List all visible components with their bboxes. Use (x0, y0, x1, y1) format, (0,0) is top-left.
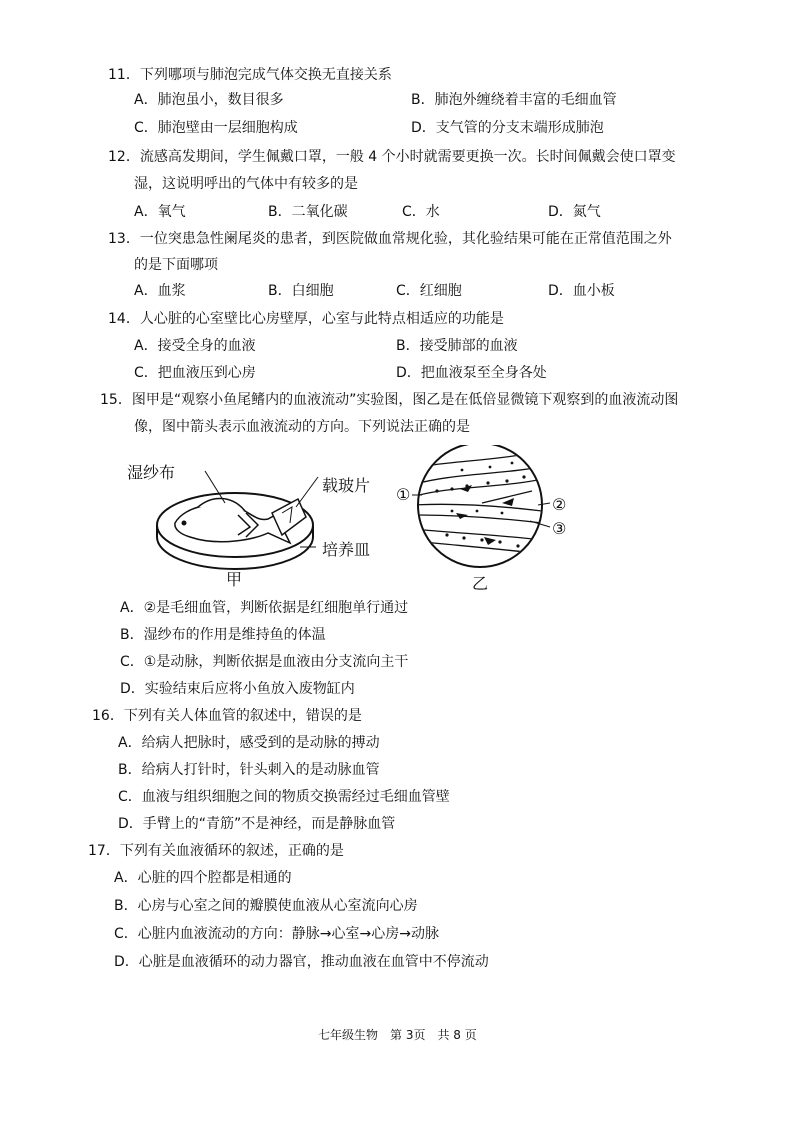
q12-option-a: A．氧气 (134, 204, 186, 220)
q13-stem-line1: 13．一位突患急性阑尾炎的患者，到医院做血常规化验，其化验结果可能在正常值范围之外 (108, 231, 672, 247)
caption-yi: 乙 (472, 574, 489, 593)
q15-option-c: C．①是动脉，判断依据是血液由分支流向主干 (120, 654, 409, 670)
q12-stem-line1: 12．流感高发期间，学生佩戴口罩，一般 4 个小时就需要更换一次。长时间佩戴会使口罩变 (108, 149, 676, 165)
q16-option-b: B．给病人打针时，针头刺入的是动脉血管 (118, 762, 380, 778)
q17-option-c: C．心脏内血液流动的方向：静脉→心室→心房→动脉 (114, 926, 439, 942)
q16-option-c: C．血液与组织细胞之间的物质交换需经过毛细血管壁 (118, 789, 450, 805)
q11-option-a: A．肺泡虽小，数目很多 (134, 92, 284, 108)
q13-option-b: B．白细胞 (268, 283, 334, 299)
q17-option-d: D．心脏是血液循环的动力器官，推动血液在血管中不停流动 (114, 954, 489, 970)
q11-option-b: B．肺泡外缠绕着丰富的毛细血管 (411, 92, 617, 108)
label-gauze: 湿纱布 (127, 463, 176, 482)
q14-stem: 14．人心脏的心室壁比心房壁厚，心室与此特点相适应的功能是 (108, 311, 504, 327)
q13-stem-line2: 的是下面哪项 (134, 257, 218, 273)
q12-option-b: B．二氧化碳 (268, 204, 348, 220)
q12-option-d: D．氮气 (548, 204, 601, 220)
q16-stem: 16．下列有关人体血管的叙述中，错误的是 (92, 708, 362, 724)
label-mark-1: ① (396, 485, 411, 504)
fish-dish-illustration (150, 455, 350, 595)
q16-option-a: A．给病人把脉时，感受到的是动脉的搏动 (118, 735, 380, 751)
q14-option-d: D．把血液泵至全身各处 (396, 365, 547, 381)
q15-option-b: B．湿纱布的作用是维持鱼的体温 (120, 627, 326, 643)
q13-option-a: A．血浆 (134, 283, 186, 299)
figure-jia (127, 455, 371, 595)
q17-option-b: B．心房与心室之间的瓣膜使血液从心室流向心房 (114, 898, 418, 914)
q16-option-d: D．手臂上的“青筋”不是神经，而是静脉血管 (118, 816, 396, 832)
q11-option-c: C．肺泡壁由一层细胞构成 (134, 120, 298, 136)
q17-stem: 17．下列有关血液循环的叙述，正确的是 (88, 843, 344, 859)
label-mark-3: ③ (552, 519, 567, 538)
caption-jia: 甲 (226, 570, 243, 589)
label-mark-2: ② (552, 495, 567, 514)
q14-option-a: A．接受全身的血液 (134, 338, 256, 354)
label-dish: 培养皿 (322, 540, 371, 559)
q15-stem-line1: 15．图甲是“观察小鱼尾鳍内的血液流动”实验图，图乙是在低倍显微镜下观察到的血液流动图 (100, 392, 679, 408)
page-footer: 七年级生物 第 3页 共 8 页 (318, 1028, 477, 1042)
q17-option-a: A．心脏的四个腔都是相通的 (114, 870, 292, 886)
q13-option-d: D．血小板 (548, 283, 615, 299)
q13-option-c: C．红细胞 (396, 283, 462, 299)
q14-option-b: B．接受肺部的血液 (396, 338, 518, 354)
q15-stem-line2: 像，图中箭头表示血液流动的方向。下列说法正确的是 (134, 419, 470, 435)
q15-option-d: D．实验结束后应将小鱼放入废物缸内 (120, 681, 355, 697)
figure-yi (392, 445, 592, 595)
q11-option-d: D．支气管的分支末端形成肺泡 (411, 120, 604, 136)
q12-option-c: C．水 (402, 204, 440, 220)
label-slide: 载玻片 (322, 476, 371, 495)
q11-stem: 11．下列哪项与肺泡完成气体交换无直接关系 (108, 67, 392, 83)
q12-stem-line2: 湿，这说明呼出的气体中有较多的是 (134, 176, 358, 192)
q15-option-a: A．②是毛细血管，判断依据是红细胞单行通过 (120, 600, 409, 616)
q14-option-c: C．把血液压到心房 (134, 365, 256, 381)
